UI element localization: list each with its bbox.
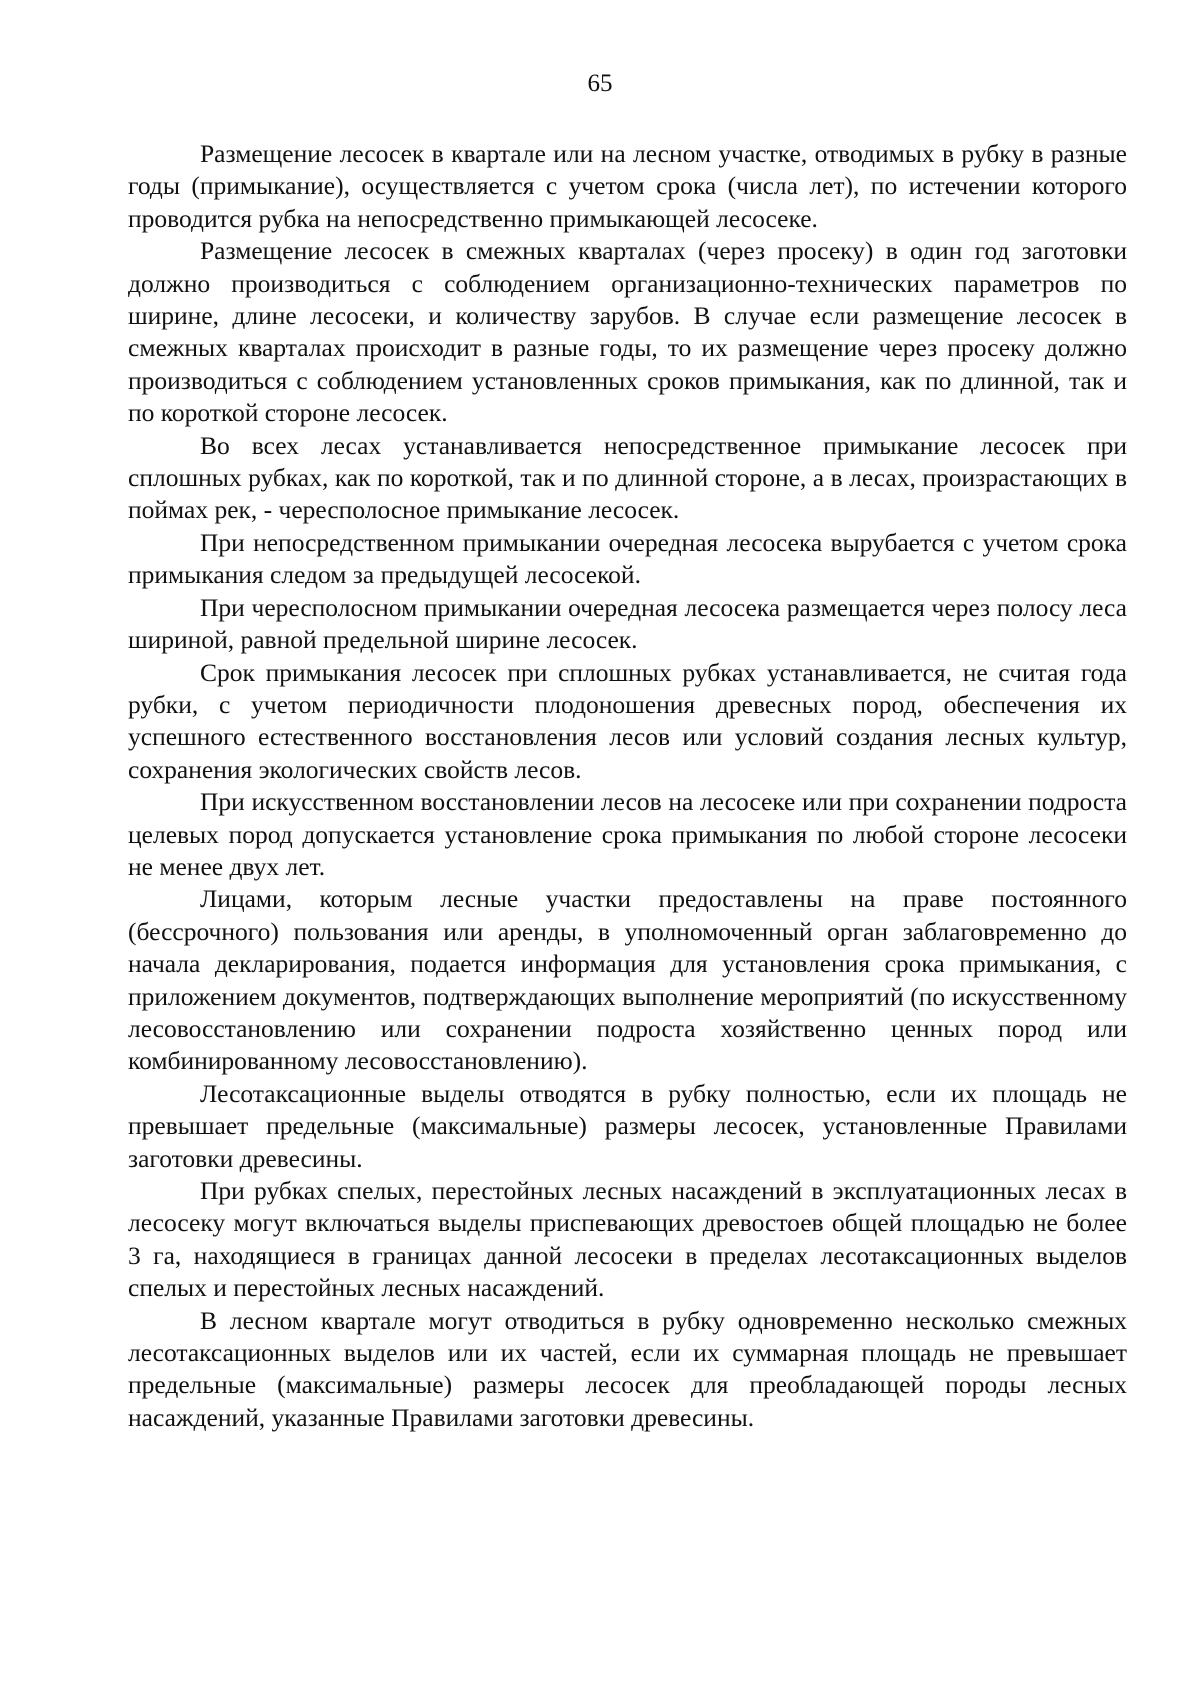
paragraph: Во всех лесах устанавливается непосредственное примыкание лесосек при сплошных рубках, как по короткой, так и по длинной стороне, а в лесах, произрастающих в поймах рек, - чересполосное примыкание лесосек. <box>128 430 1127 525</box>
paragraph: При рубках спелых, перестойных лесных насаждений в эксплуатационных лесах в лесосеку могут включаться выделы приспевающих древостоев общей площадью не более 3 га, находящиеся в границах данной лесосеки в пределах лесотаксационных выделов спелых и перестойных лесных насаждений. <box>128 1176 1127 1303</box>
paragraph: Срок примыкания лесосек при сплошных рубках устанавливается, не считая года рубки, с учетом периодичности плодоношения древесных пород, обеспечения их успешного естественного восстановления лесов или условий создания лесных культур, сохранения экологических свойств лесов. <box>128 657 1127 784</box>
paragraph: Размещение лесосек в смежных кварталах (через просеку) в один год заготовки должно производиться с соблюдением организационно-технических параметров по ширине, длине лесосеки, и количеству зарубов. В случае если размещение лесосек в смежных кварталах происходит в разные годы, то их размещение через просеку должно производиться с соблюдением установленных сроков примыкания, как по длинной, так и по короткой стороне лесосек. <box>128 236 1127 428</box>
paragraph: При чересполосном примыкании очередная лесосека размещается через полосу леса шириной, равной предельной ширине лесосек. <box>128 592 1127 655</box>
paragraph: Размещение лесосек в квартале или на лесном участке, отводимых в рубку в разные годы (примыкание), осуществляется с учетом срока (числа лет), по истечении которого проводится рубка на непосредственно примыкающей лесосеке. <box>128 139 1127 233</box>
paragraph: В лесном квартале могут отводиться в рубку одновременно несколько смежных лесотаксационных выделов или их частей, если их суммарная площадь не превышает предельные (максимальные) размеры лесосек для преобладающей породы лесных насаждений, указанные Правилами заготовки древесины. <box>128 1305 1127 1432</box>
page-number: 65 <box>587 70 613 97</box>
paragraph: Лицами, которым лесные участки предоставлены на праве постоянного (бессрочного) пользования или аренды, в уполномоченный орган заблаговременно до начала декларирования, подается информация для установления срока примыкания, с приложением документов, подтверждающих выполнение мероприятий (по искусственному лесовосстановлению или сохранении подроста хозяйственно ценных пород или комбинированному лесовосстановлению). <box>128 884 1127 1076</box>
paragraph: При непосредственном примыкании очередная лесосека вырубается с учетом срока примыкания следом за предыдущей лесосекой. <box>128 527 1127 590</box>
paragraph: При искусственном восстановлении лесов на лесосеке или при сохранении подроста целевых пород допускается установление срока примыкания по любой стороне лесосеки не менее двух лет. <box>128 787 1127 881</box>
paragraph: Лесотаксационные выделы отводятся в рубку полностью, если их площадь не превышает предельные (максимальные) размеры лесосек, установленные Правилами заготовки древесины. <box>128 1078 1127 1173</box>
document-body <box>128 138 1127 1434</box>
